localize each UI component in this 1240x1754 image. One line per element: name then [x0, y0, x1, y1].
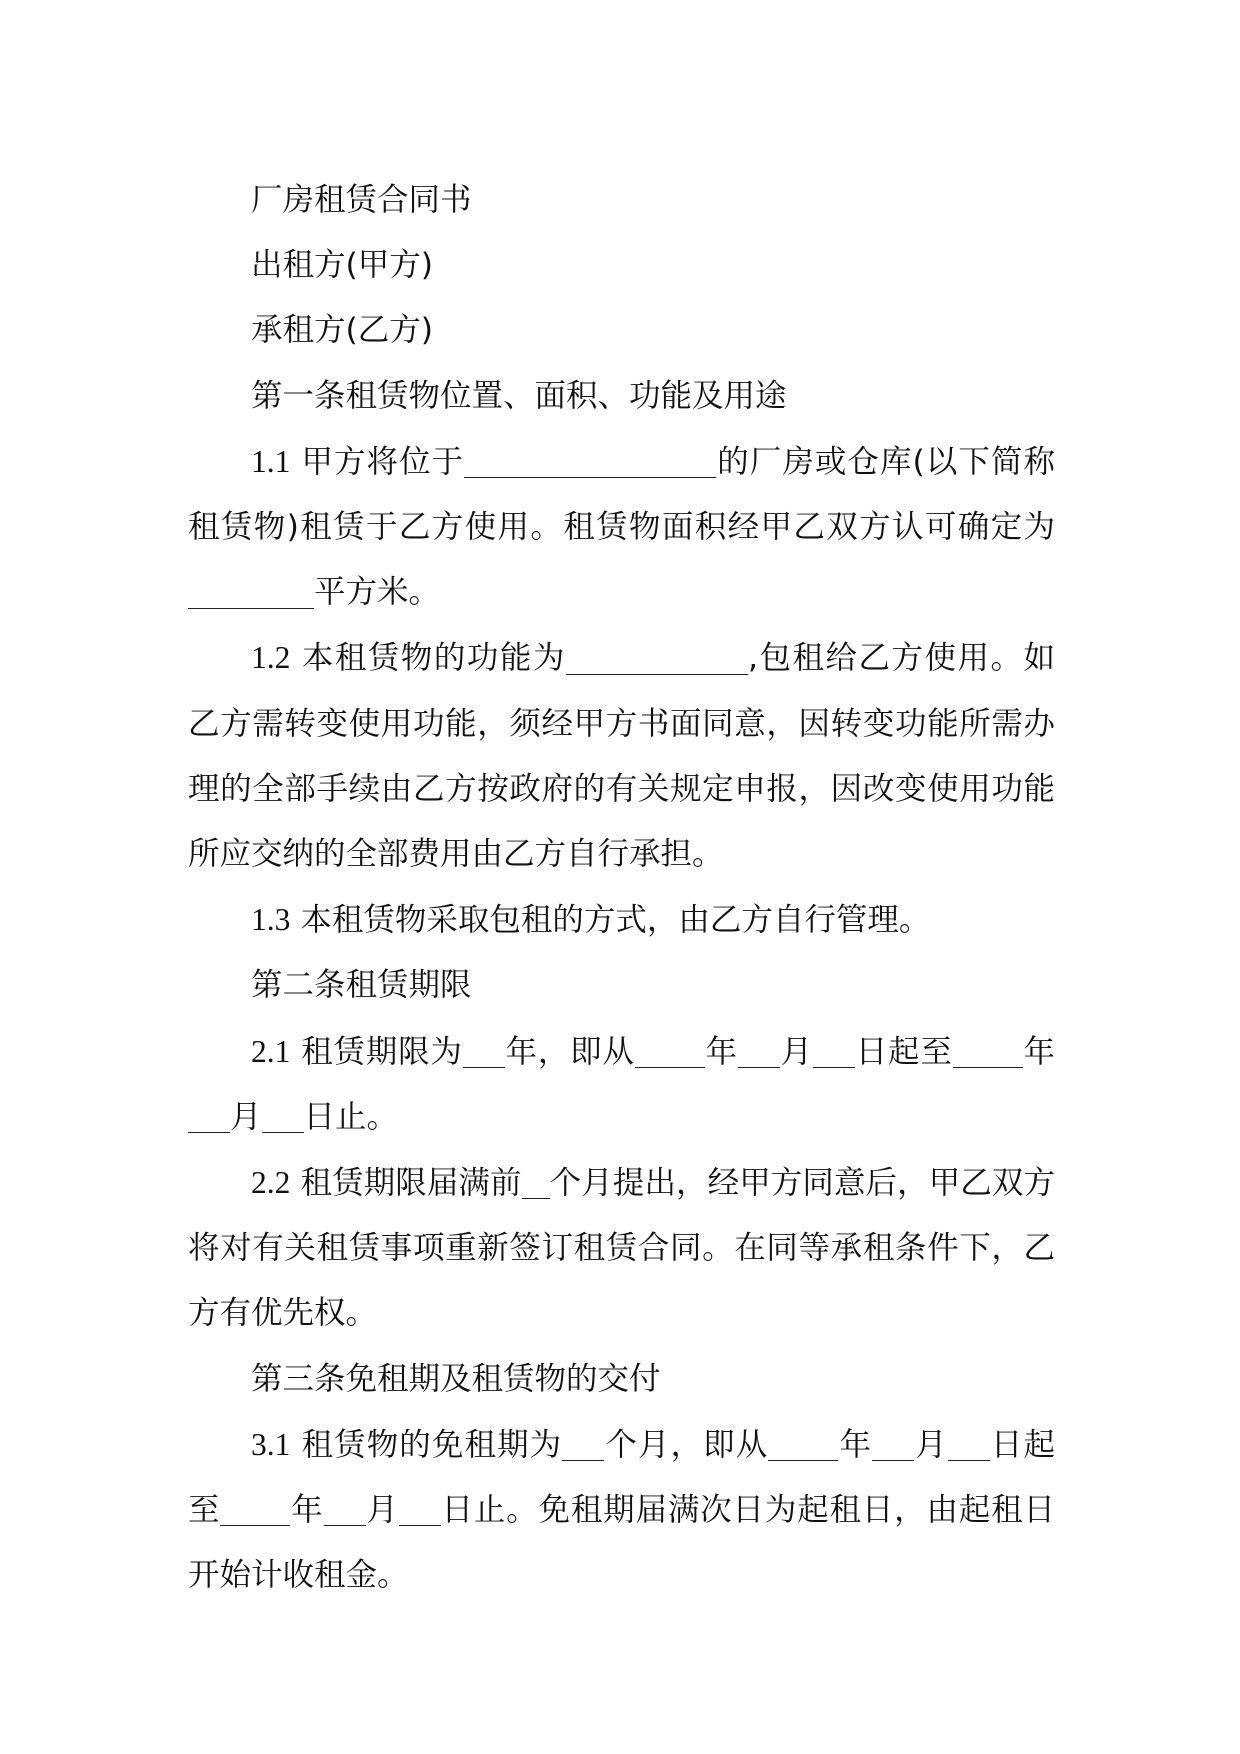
clause-text: 租赁物的免租期为: [301, 1426, 563, 1463]
free-months-blank: [562, 1427, 604, 1461]
clause-2-1: [188, 1019, 1055, 1150]
clause-text: 个月，即从: [604, 1426, 769, 1463]
clause-text: 本租赁物的功能为: [301, 640, 566, 677]
clause-text: 年: [1022, 1033, 1055, 1070]
end-year-blank: [220, 1492, 290, 1526]
lessor-line: 出租方(甲方): [251, 247, 434, 284]
clause-number: 1.3: [251, 902, 291, 938]
clause-text: 月: [779, 1033, 813, 1070]
start-day-blank: [948, 1427, 990, 1461]
clause-text: 年: [704, 1033, 738, 1070]
article-1-heading: 第一条租赁物位置、面积、功能及用途: [251, 377, 787, 414]
clause-text: 日起至: [854, 1033, 953, 1070]
clause-text: 本租赁物采取包租的方式，由乙方自行管理。: [300, 902, 931, 939]
clause-number: 1.2: [251, 640, 291, 676]
end-day-blank: [262, 1099, 304, 1133]
clause-1-1: [188, 429, 1055, 626]
clause-text: 月: [230, 1098, 262, 1135]
clause-3-1: [188, 1412, 1055, 1609]
location-blank: [464, 444, 716, 478]
article-2-heading: 第二条租赁期限: [251, 967, 472, 1004]
start-day-blank: [813, 1034, 855, 1068]
clause-text: 个月提出，经甲方同意后，甲乙双方将对有关租赁事项重新签订租赁合同。在同等承租条件下，乙方有优先权。: [188, 1165, 1055, 1332]
years-blank: [463, 1034, 505, 1068]
clause-text: 租赁期限届满前: [300, 1165, 522, 1202]
end-year-blank: [953, 1034, 1023, 1068]
clause-text: 平方米。: [314, 574, 441, 611]
clause-number: 3.1: [251, 1426, 291, 1462]
months-blank: [522, 1165, 550, 1199]
start-month-blank: [738, 1034, 780, 1068]
clause-text: ,包租给乙方使用。如乙方需转变使用功能，须经甲方书面同意，因转变功能所需办理的全部手续由乙方按政府的有关规定申报，因改变使用功能所应交纳的全部费用由乙方自行承担。: [188, 640, 1056, 873]
function-blank: [566, 641, 748, 675]
clause-1-2: [188, 625, 1055, 887]
clause-text: 日止。: [303, 1098, 399, 1135]
clause-text: 的厂房或仓库(以下简称租赁物)租赁于乙方使用。租赁物面积经甲乙双方认可确定为: [188, 443, 1055, 546]
article-3-heading: 第三条免租期及租赁物的交付: [251, 1360, 661, 1397]
clause-text: 日止。免租期届满次日为起租日，由起租日开始计收租金。: [188, 1492, 1055, 1594]
start-year-blank: [635, 1034, 705, 1068]
clause-text: 年，即从: [504, 1033, 635, 1070]
clause-number: 2.2: [251, 1165, 291, 1201]
clause-number: 1.1: [251, 443, 291, 479]
end-day-blank: [399, 1492, 441, 1526]
clause-2-2: [188, 1150, 1055, 1347]
clause-text: 月: [365, 1492, 399, 1529]
contract-body: [188, 168, 1055, 1608]
lessee-line: 承租方(乙方): [251, 312, 434, 349]
clause-text: 月: [914, 1426, 948, 1463]
start-month-blank: [872, 1427, 914, 1461]
clause-text: 租赁期限为: [301, 1033, 463, 1070]
clause-text: 年: [290, 1492, 324, 1529]
area-blank: [188, 574, 314, 608]
clause-text: 甲方将位于: [301, 443, 465, 480]
end-month-blank: [188, 1099, 230, 1133]
clause-number: 2.1: [251, 1033, 291, 1069]
contract-title: 厂房租赁合同书: [251, 182, 472, 218]
clause-1-3: [188, 887, 1055, 953]
clause-text: 日起至: [188, 1426, 1055, 1529]
start-year-blank: [768, 1427, 838, 1461]
end-month-blank: [324, 1492, 366, 1526]
clause-text: 年: [838, 1426, 873, 1463]
